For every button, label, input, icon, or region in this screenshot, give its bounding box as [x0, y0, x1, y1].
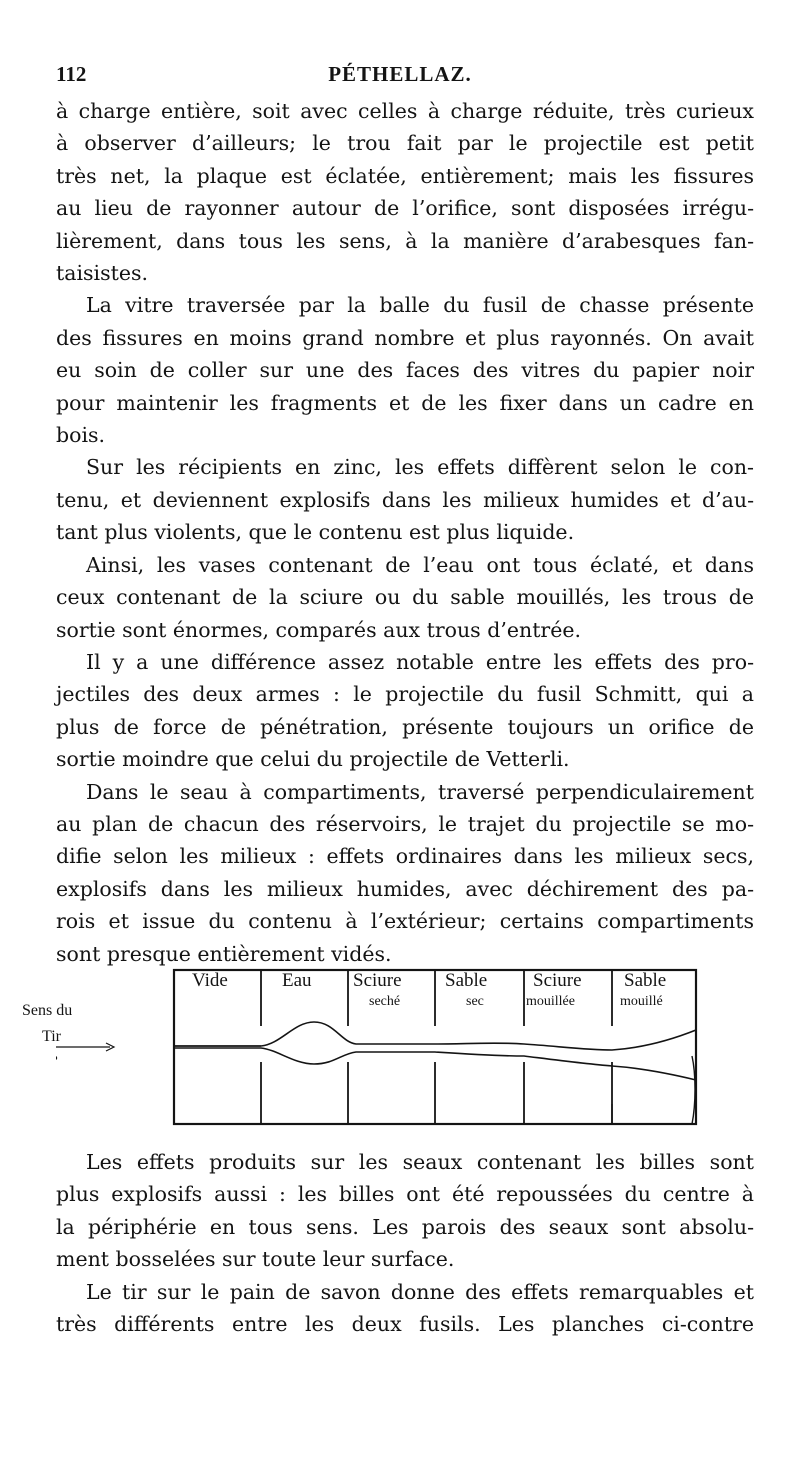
text-line: Ainsi, les vases contenant de l’eau ont tous éclaté, et dans	[86, 552, 754, 577]
running-head: PÉTHELLAZ.	[328, 62, 472, 86]
text-line: au lieu de rayonner autour de l’orifice, sont disposées irrégu-	[56, 196, 754, 221]
compartment-sublabel: seché	[369, 994, 401, 1009]
compartment-sublabel: mouillée	[526, 994, 575, 1009]
body-text-top	[56, 95, 754, 970]
text-line: eu soin de coller sur une des faces des vitres du papier noir	[56, 358, 754, 383]
compartment-sublabel: sec	[466, 994, 484, 1009]
text-line: ment bosselées sur toute leur surface.	[56, 1247, 455, 1272]
text-line: des fissures en moins grand nombre et plus rayonnés. On avait	[56, 325, 754, 350]
text-line: taisistes.	[56, 261, 149, 286]
page-header	[0, 62, 800, 92]
text-line: Il y a une différence assez notable entre les effets des pro-	[86, 649, 754, 674]
body-text-bottom	[56, 1146, 754, 1340]
page-number: 112	[56, 62, 87, 86]
text-line: sont presque entièrement vidés.	[56, 941, 392, 966]
text-line: Le tir sur le pain de savon donne des effets remarquables et	[86, 1279, 754, 1304]
text-line: très différents entre les deux fusils. Les planches ci-contre	[56, 1312, 754, 1337]
compartment-figure	[22, 964, 756, 1134]
text-line: au plan de chacun des réservoirs, le trajet du projectile se mo-	[56, 811, 754, 836]
text-line: explosifs dans les milieux humides, avec déchirement des pa-	[56, 876, 754, 901]
text-line: plus explosifs aussi : les billes ont été repoussées du centre à	[56, 1182, 754, 1207]
compartment-label: Sable	[624, 970, 667, 991]
compartment-label: Sciure	[533, 970, 582, 991]
text-line: La vitre traversée par la balle du fusil de chasse présente	[86, 293, 754, 318]
text-line: tenu, et deviennent explosifs dans les milieux humides et d’au-	[56, 487, 754, 512]
text-line: Sur les récipients en zinc, les effets diffèrent selon le con-	[86, 455, 754, 480]
compartment-label: Eau	[282, 970, 312, 991]
text-line: jectiles des deux armes : le projectile du fusil Schmitt, qui a	[56, 682, 754, 707]
text-line: lièrement, dans tous les sens, à la manière d’arabesques fan-	[56, 228, 754, 253]
compartment-label: Sable	[445, 970, 488, 991]
text-line: pour maintenir les fragments et de les fixer dans un cadre en	[56, 390, 754, 415]
text-line: Dans le seau à compartiments, traversé perpendiculairement	[86, 779, 754, 804]
text-line: sortie sont énormes, comparés aux trous d’entrée.	[56, 617, 582, 642]
compartment-label: Vide	[192, 970, 228, 991]
text-line: ceux contenant de la sciure ou du sable mouillés, les trous de	[56, 585, 754, 610]
direction-label-2: Tir	[42, 1028, 61, 1045]
text-line: la périphérie en tous sens. Les parois des seaux sont absolu-	[56, 1214, 754, 1239]
text-line: à charge entière, soit avec celles à charge réduite, très curieux	[56, 99, 754, 123]
compartment-label: Sciure	[353, 970, 402, 991]
text-line: sortie moindre que celui du projectile de Vetterli.	[56, 747, 570, 772]
compartment-base-marks	[612, 1056, 695, 1124]
text-line: Les effets produits sur les seaux contenant les billes sont	[86, 1150, 754, 1174]
text-line: à observer d’ailleurs; le trou fait par le projectile est petit	[56, 131, 754, 156]
text-line: plus de force de pénétration, présente toujours un orifice de	[56, 714, 754, 739]
text-line: bois.	[56, 423, 106, 448]
direction-label: Sens du	[22, 1002, 73, 1019]
text-line: tant plus violents, que le contenu est plus liquide.	[56, 520, 575, 545]
text-line: très net, la plaque est éclatée, entièrement; mais les fissures	[56, 163, 754, 188]
text-line: difie selon les milieux : effets ordinaires dans les milieux secs,	[56, 844, 754, 869]
right-arrow-icon	[56, 1043, 114, 1060]
compartment-sublabel: mouillé	[620, 994, 663, 1009]
text-line: rois et issue du contenu à l’extérieur; certains compartiments	[56, 909, 754, 934]
